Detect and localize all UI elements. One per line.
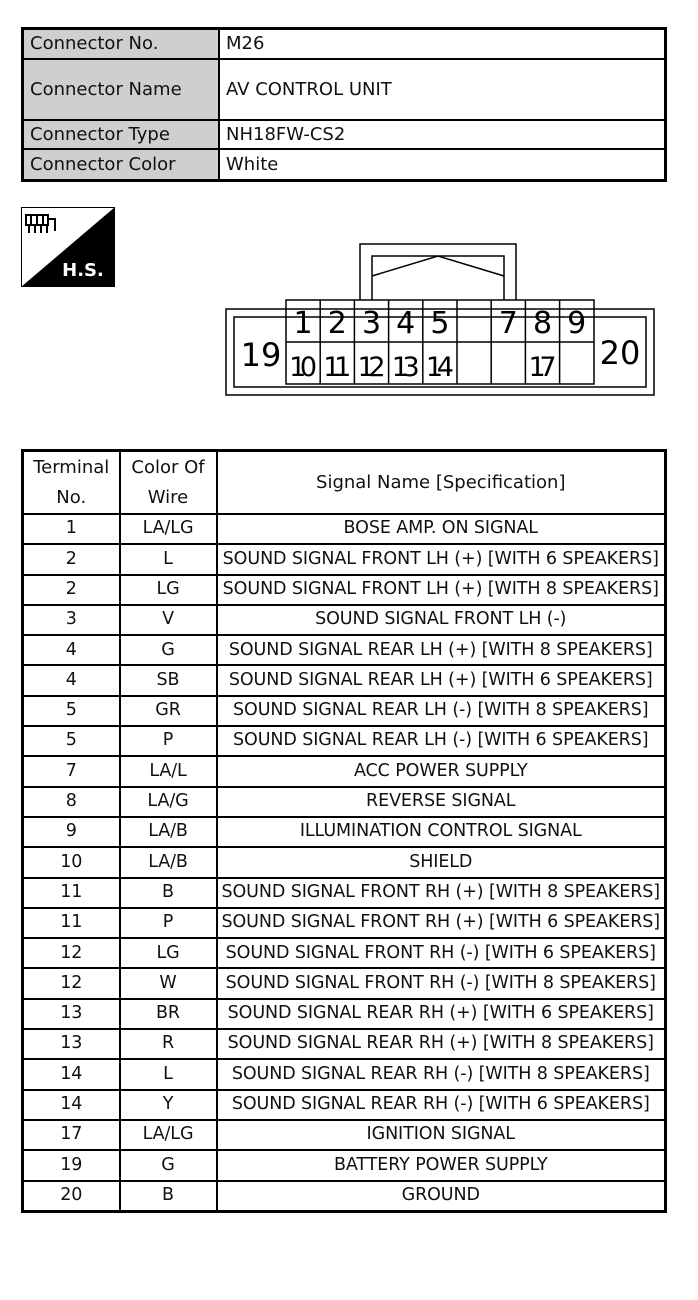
wire-color-cell: W [120,968,217,998]
wire-color-cell: LA/LG [120,514,217,544]
info-row-connector-no [23,29,666,60]
terminal-no-cell: 5 [23,696,120,726]
table-row [23,665,666,695]
table-row [23,514,666,544]
info-value: AV CONTROL UNIT [219,59,666,120]
wire-color-cell: L [120,1059,217,1089]
hs-badge [21,207,115,287]
terminal-no-cell: 10 [23,847,120,877]
terminal-no-cell: 9 [23,817,120,847]
table-row [23,1181,666,1212]
table-row [23,605,666,635]
table-row [23,968,666,998]
pin-label-4: 4 [396,306,416,341]
table-row [23,908,666,938]
signal-name-cell: SOUND SIGNAL FRONT RH (-) [WITH 6 SPEAKERS] [217,938,666,968]
signal-name-cell: SOUND SIGNAL FRONT LH (-) [217,605,666,635]
header-color-line2: Wire [147,486,189,508]
terminal-no-cell: 14 [23,1090,120,1120]
pin-label-2: 2 [327,306,347,341]
header-terminal-line2: No. [56,486,87,508]
connector-info-table [21,27,667,182]
header-signal-name: Signal Name [Specification] [217,451,666,515]
pin-label-12: 12 [357,352,386,383]
terminal-no-cell: 3 [23,605,120,635]
info-value: M26 [219,29,666,60]
terminal-no-cell: 12 [23,938,120,968]
terminal-no-cell: 20 [23,1181,120,1212]
table-row [23,575,666,605]
pin-label-13: 13 [391,352,420,383]
signal-name-cell: SOUND SIGNAL REAR LH (+) [WITH 8 SPEAKERS] [217,635,666,665]
terminal-no-cell: 2 [23,575,120,605]
signal-name-cell: SOUND SIGNAL FRONT LH (+) [WITH 8 SPEAKERS] [217,575,666,605]
signal-name-cell: GROUND [217,1181,666,1212]
table-row [23,1059,666,1089]
table-row [23,1120,666,1150]
table-row [23,1029,666,1059]
terminal-no-cell: 19 [23,1150,120,1180]
signal-name-cell: SOUND SIGNAL REAR RH (-) [WITH 6 SPEAKERS] [217,1090,666,1120]
signal-name-cell: BOSE AMP. ON SIGNAL [217,514,666,544]
wire-color-cell: V [120,605,217,635]
signal-name-cell: SOUND SIGNAL REAR LH (-) [WITH 8 SPEAKERS] [217,696,666,726]
terminal-no-cell: 2 [23,544,120,574]
table-row [23,817,666,847]
pin-label-14: 14 [425,352,454,383]
pin-label-8: 8 [532,306,553,341]
wire-color-cell: G [120,1150,217,1180]
terminal-no-cell: 13 [23,999,120,1029]
table-row [23,787,666,817]
pin-label-5: 5 [430,306,450,341]
signal-name-cell: REVERSE SIGNAL [217,787,666,817]
pin-label-7: 7 [498,306,518,341]
signal-name-cell: SOUND SIGNAL REAR RH (+) [WITH 6 SPEAKERS] [217,999,666,1029]
hs-label: H.S. [62,260,104,281]
info-label: Connector Color [23,149,220,181]
signal-name-cell: ACC POWER SUPPLY [217,756,666,786]
terminal-no-cell: 12 [23,968,120,998]
signal-name-cell: BATTERY POWER SUPPLY [217,1150,666,1180]
wire-color-cell: BR [120,999,217,1029]
table-row [23,847,666,877]
info-label: Connector Type [23,120,220,149]
table-row [23,878,666,908]
wire-color-cell: LG [120,938,217,968]
wire-color-cell: G [120,635,217,665]
terminal-no-cell: 7 [23,756,120,786]
terminal-no-cell: 1 [23,514,120,544]
signal-name-cell: SHIELD [217,847,666,877]
wire-color-cell: B [120,1181,217,1212]
wire-color-cell: P [120,908,217,938]
signal-name-cell: SOUND SIGNAL REAR RH (-) [WITH 8 SPEAKERS] [217,1059,666,1089]
signal-name-cell: SOUND SIGNAL REAR LH (+) [WITH 6 SPEAKERS] [217,665,666,695]
info-row-connector-color [23,149,666,181]
header-color-line1: Color Of [131,456,205,478]
signal-name-cell: SOUND SIGNAL FRONT RH (+) [WITH 8 SPEAKERS] [217,878,666,908]
table-row [23,544,666,574]
terminal-no-cell: 8 [23,787,120,817]
terminal-table-body [23,514,666,1211]
wire-color-cell: LA/G [120,787,217,817]
wire-color-cell: B [120,878,217,908]
wire-color-cell: LA/B [120,847,217,877]
signal-name-cell: SOUND SIGNAL REAR LH (-) [WITH 6 SPEAKERS] [217,726,666,756]
wire-color-cell: R [120,1029,217,1059]
info-label: Connector No. [23,29,220,60]
pin-label-10: 10 [289,352,318,383]
wire-color-cell: SB [120,665,217,695]
table-row [23,938,666,968]
terminal-no-cell: 13 [23,1029,120,1059]
info-value: NH18FW-CS2 [219,120,666,149]
header-terminal-line1: Terminal [33,456,110,478]
terminal-no-cell: 11 [23,908,120,938]
terminal-no-cell: 4 [23,635,120,665]
wire-color-cell: Y [120,1090,217,1120]
header-color-of-wire [120,451,217,515]
signal-name-cell: ILLUMINATION CONTROL SIGNAL [217,817,666,847]
info-label: Connector Name [23,59,220,120]
pin-label-11: 11 [323,352,352,383]
pin-label-17: 17 [528,352,557,383]
wire-color-cell: L [120,544,217,574]
table-row [23,999,666,1029]
terminal-no-cell: 4 [23,665,120,695]
signal-name-cell: SOUND SIGNAL FRONT RH (-) [WITH 8 SPEAKERS] [217,968,666,998]
signal-name-cell: SOUND SIGNAL FRONT LH (+) [WITH 6 SPEAKERS] [217,544,666,574]
wire-color-cell: GR [120,696,217,726]
wire-color-cell: LA/LG [120,1120,217,1150]
table-row [23,1150,666,1180]
pin-label-3: 3 [361,306,382,341]
terminal-table-header [23,451,666,515]
signal-name-cell: SOUND SIGNAL REAR RH (+) [WITH 8 SPEAKERS] [217,1029,666,1059]
wire-color-cell: LG [120,575,217,605]
signal-name-cell: IGNITION SIGNAL [217,1120,666,1150]
terminal-no-cell: 17 [23,1120,120,1150]
terminal-no-cell: 11 [23,878,120,908]
info-value: White [219,149,666,181]
wire-color-cell: P [120,726,217,756]
info-row-connector-type [23,120,666,149]
table-row [23,726,666,756]
terminal-no-cell: 14 [23,1059,120,1089]
terminal-table [21,449,667,1213]
wire-color-cell: LA/L [120,756,217,786]
wire-color-cell: LA/B [120,817,217,847]
table-row [23,635,666,665]
signal-name-cell: SOUND SIGNAL FRONT RH (+) [WITH 6 SPEAKERS] [217,908,666,938]
header-terminal-no [23,451,120,515]
pin-label-9: 9 [567,306,587,341]
info-row-connector-name [23,59,666,120]
table-row [23,696,666,726]
table-row [23,1090,666,1120]
pin-label-19: 19 [240,336,282,374]
table-row [23,756,666,786]
pin-label-1: 1 [293,306,313,341]
terminal-no-cell: 5 [23,726,120,756]
pin-label-20: 20 [599,334,641,372]
